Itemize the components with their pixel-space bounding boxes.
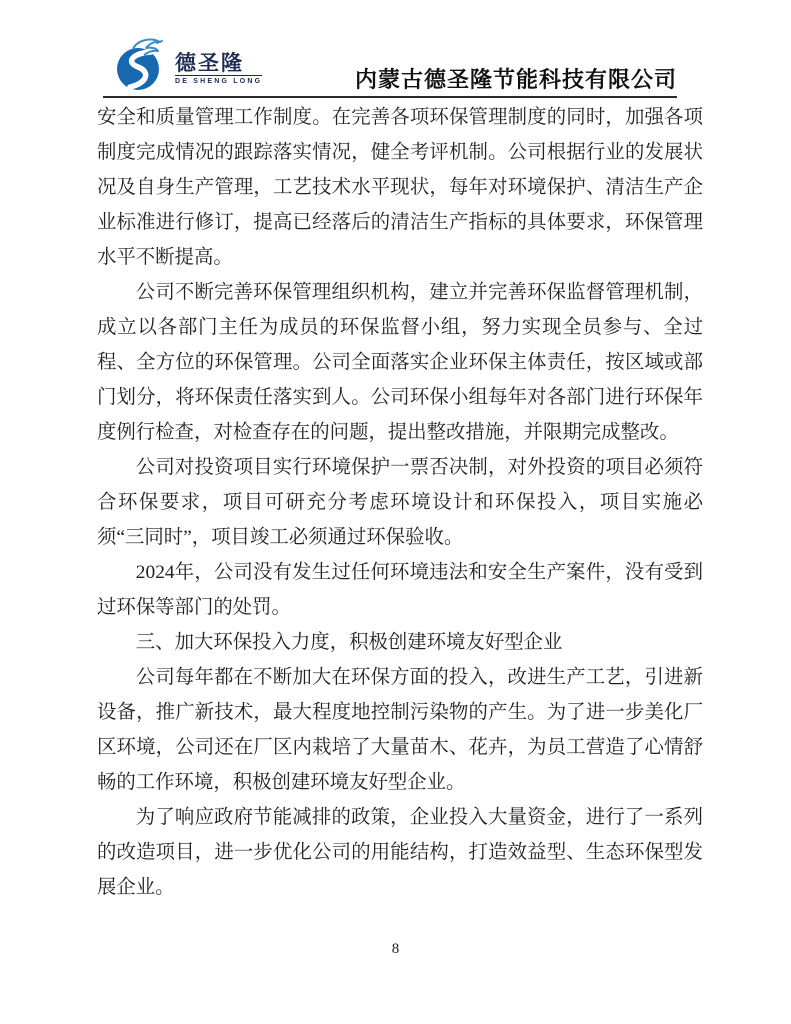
paragraph: 为了响应政府节能减排的政策，企业投入大量资金，进行了一系列的改造项目，进一步优化公司的用能结构，打造效益型、生态环保型发展企业。 bbox=[97, 807, 703, 898]
company-logo bbox=[113, 36, 262, 92]
dragon-s-circle-icon bbox=[113, 36, 171, 92]
paragraph: 公司每年都在不断加大在环保方面的投入，改进生产工艺，引进新设备，推广新技术，最大程度地控制污染物的产生。为了进一步美化厂区环境，公司还在厂区内栽培了大量苗木、花卉，为员工营造了心情舒畅的工作环境，积极创建环境友好型企业。 bbox=[97, 667, 703, 793]
company-name: 内蒙古德圣隆节能科技有限公司 bbox=[354, 67, 677, 92]
paragraph: 2024年，公司没有发生过任何环境违法和安全生产案件，没有受到过环保等部门的处罚。 bbox=[97, 562, 703, 618]
header-divider bbox=[103, 96, 677, 98]
logo-text bbox=[175, 53, 262, 86]
paragraph: 公司对投资项目实行环境保护一票否决制，对外投资的项目必须符合环保要求，项目可研充分考虑环境设计和环保投入，项目实施必须“三同时”，项目竣工必须通过环保验收。 bbox=[97, 457, 703, 548]
paragraph: 公司不断完善环保管理组织机构，建立并完善环保监督管理机制，成立以各部门主任为成员的环保监督小组，努力实现全员参与、全过程、全方位的环保管理。公司全面落实企业环保主体责任，按区域或部门划分，将环保责任落实到人。公司环保小组每年对各部门进行环保年度例行检查，对检查存在的问题，提出整改措施，并限期完成整改。 bbox=[97, 282, 703, 443]
logo-text-zh: 德圣隆 bbox=[175, 51, 244, 75]
document-body bbox=[97, 100, 703, 905]
section-heading: 三、加大环保投入力度，积极创建环境友好型企业 bbox=[135, 632, 563, 653]
page-footer bbox=[0, 941, 791, 958]
paragraph-continuation: 安全和质量管理工作制度。在完善各项环保管理制度的同时，加强各项制度完成情况的跟踪落实情况，健全考评机制。公司根据行业的发展状况及自身生产管理，工艺技术水平现状，每年对环境保护、清洁生产企业标准进行修订，提高已经落后的清洁生产指标的具体要求，环保管理水平不断提高。 bbox=[97, 107, 703, 268]
page-number: 8 bbox=[391, 941, 400, 957]
logo-text-en: DE SHENG LONG bbox=[175, 75, 262, 86]
